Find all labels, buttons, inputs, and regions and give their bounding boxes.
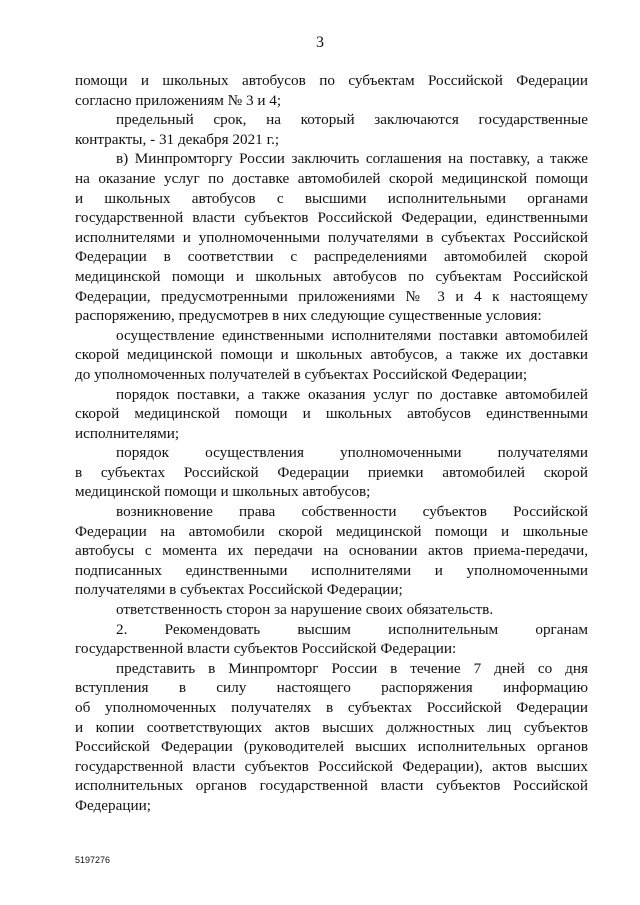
document-body <box>75 71 588 816</box>
text-line: Федерации; <box>75 796 151 814</box>
paragraph <box>75 326 588 385</box>
text-line: государственной власти субъектов Российской Федерации), актов высших <box>75 757 588 775</box>
text-line: получателями в субъектах Российской Федерации; <box>75 581 403 599</box>
document-code: 5197276 <box>75 855 111 865</box>
text-line: возникновение права собственности субъектов Российской <box>116 503 588 521</box>
text-line: государственной власти субъектов Российской Федерации, единственными <box>75 209 588 227</box>
paragraph <box>75 659 588 816</box>
text-line: медицинской помощи и школьных автобусов; <box>75 483 371 501</box>
text-line: ответственность сторон за нарушение своих обязательств. <box>116 601 494 619</box>
text-line: помощи и школьных автобусов по субъектам Российской Федерации <box>75 72 588 89</box>
paragraph <box>75 71 588 110</box>
text-line: до уполномоченных получателей в субъектах Российской Федерации; <box>75 365 528 383</box>
text-line: порядок осуществления уполномоченными получателями <box>116 444 588 462</box>
text-line: автобусы с момента их передачи на основании актов приема-передачи, <box>75 542 588 560</box>
paragraph <box>75 385 588 444</box>
text-line: предельный срок, на который заключаются государственные <box>116 111 588 129</box>
text-line: 2. Рекомендовать высшим исполнительным органам <box>116 620 588 638</box>
text-line: и копии соответствующих актов высших должностных лиц субъектов <box>75 718 588 736</box>
text-line: осуществление единственными исполнителями поставки автомобилей <box>116 326 588 344</box>
page-number: 3 <box>316 34 324 51</box>
text-line: и школьных автобусов с высшими исполнительными органами <box>75 189 588 207</box>
paragraph <box>75 502 588 600</box>
text-line: порядок поставки, а также оказания услуг по доставке автомобилей <box>116 385 588 403</box>
text-line: Российской Федерации (руководителей высших исполнительных органов <box>75 738 588 756</box>
paragraph <box>75 600 588 620</box>
text-line: исполнительных органов государственной власти субъектов Российской <box>75 777 588 795</box>
text-line: распоряжению, предусмотрев в них следующие существенные условия: <box>75 307 542 325</box>
text-line: об уполномоченных получателях в субъектах Российской Федерации <box>75 699 588 716</box>
text-line: вступления в силу настоящего распоряжения информацию <box>75 679 588 697</box>
text-line: Федерации в соответствии с распределениями автомобилей скорой <box>75 248 588 266</box>
text-line: в) Минпромторгу России заключить соглашения на поставку, а также <box>116 150 588 168</box>
text-line: скорой медицинской помощи и школьных автобусов, а также их доставки <box>75 346 588 364</box>
text-line: скорой медицинской помощи и школьных автобусов единственными <box>75 405 588 423</box>
text-line: подписанных единственными исполнителями и уполномоченными <box>75 561 588 579</box>
text-line: государственной власти субъектов Российской Федерации: <box>75 640 457 658</box>
paragraph <box>75 149 588 325</box>
paragraph <box>75 110 588 149</box>
text-line: исполнителями и уполномоченными получателями в субъектах Российской <box>75 228 588 246</box>
text-line: представить в Минпромторг России в течение 7 дней со дня <box>116 659 588 677</box>
text-line: медицинской помощи и школьных автобусов по субъектам Российской <box>75 267 588 285</box>
text-line: контракты, - 31 декабря 2021 г.; <box>75 130 280 148</box>
paragraph <box>75 620 588 659</box>
text-line: на оказание услуг по доставке автомобилей скорой медицинской помощи <box>75 169 588 187</box>
paragraph <box>75 443 588 502</box>
text-line: Федерации на автомобили скорой медицинской помощи и школьные <box>75 522 588 540</box>
text-line: в субъектах Российской Федерации приемки автомобилей скорой <box>75 463 588 481</box>
text-line: Федерации, предусмотренными приложениями № 3 и 4 к настоящему <box>75 287 588 305</box>
text-line: исполнителями; <box>75 424 180 442</box>
text-line: согласно приложениям № 3 и 4; <box>75 91 282 109</box>
